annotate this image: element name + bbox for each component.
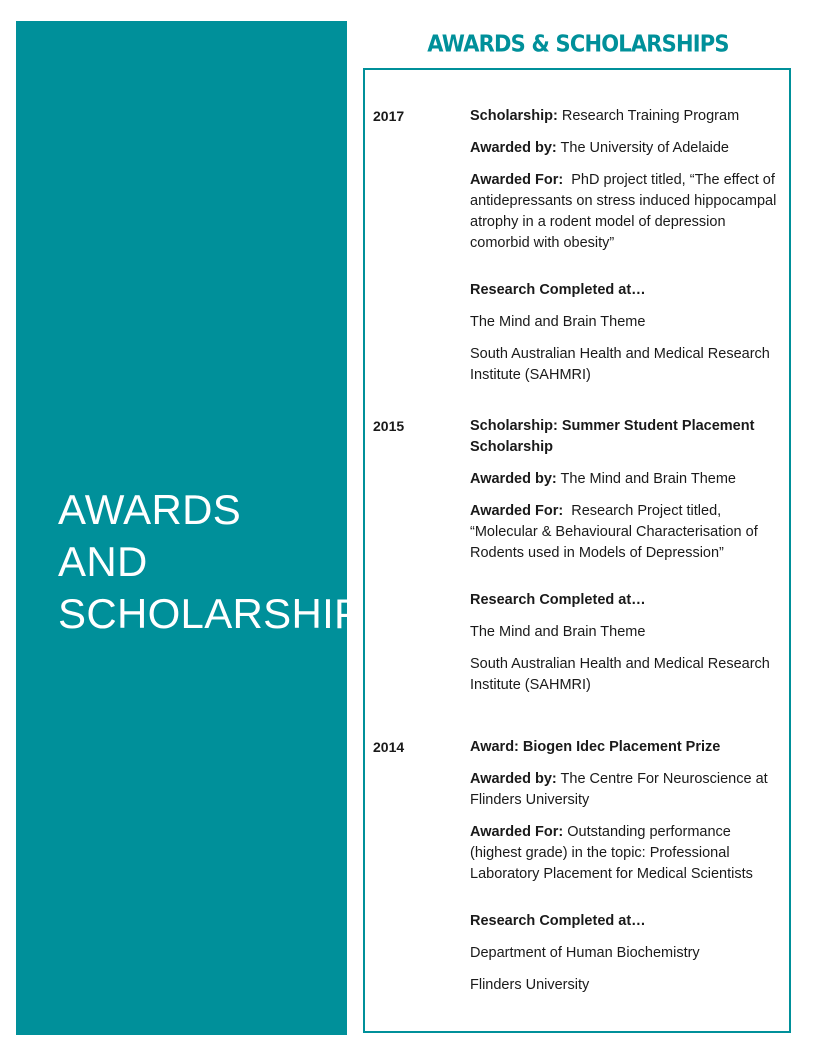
- research-completed-label: Research Completed at…: [470, 592, 646, 608]
- entry-type: [470, 416, 786, 458]
- entry-awarded-for: [470, 822, 786, 885]
- entry-awarded-by: [470, 138, 786, 159]
- entry-type: [470, 737, 786, 758]
- entry-type-value: Research Training Program: [561, 108, 740, 124]
- sidebar-panel: [16, 21, 363, 1035]
- awarded-for-value: Outstanding performance (highest grade) in the topic: Professional Laboratory Placement for Medical Scientists: [470, 824, 753, 882]
- entry-type-label: Award: Biogen Idec Placement Prize: [470, 739, 721, 755]
- research-location-1: The Mind and Brain Theme: [470, 624, 646, 640]
- sidebar-title: [58, 484, 363, 640]
- awarded-for-value: Research Project titled, “Molecular & Behavioural Characterisation of Rodents used in Models of Depression”: [470, 503, 758, 561]
- sidebar-title-line1: AWARDS AND: [58, 486, 242, 585]
- entry-type-label: Scholarship:: [470, 108, 558, 124]
- research-location-1: The Mind and Brain Theme: [470, 314, 646, 330]
- research-completed-label: Research Completed at…: [470, 282, 646, 298]
- awarded-by-label: Awarded by:: [470, 140, 557, 156]
- sidebar-title-line2: SCHOLARSHIP: [58, 590, 363, 637]
- award-entry: [470, 416, 786, 707]
- entry-year: 2014: [373, 739, 405, 755]
- awarded-by-value: The University of Adelaide: [560, 140, 729, 156]
- page-title: AWARDS & SCHOLARSHIPS: [427, 30, 729, 57]
- research-completed-heading: [470, 911, 786, 932]
- awarded-for-value: PhD project titled, “The effect of antidepressants on stress induced hippocampal atrophy in a rodent model of depression comorbid with obesity”: [470, 172, 777, 251]
- awarded-by-value: The Centre For Neuroscience at Flinders University: [470, 771, 768, 808]
- research-location-2: Flinders University: [470, 977, 590, 993]
- entry-year: 2017: [373, 108, 405, 124]
- award-entry: [470, 106, 786, 397]
- research-location-2: South Australian Health and Medical Research Institute (SAHMRI): [470, 346, 770, 383]
- research-completed-heading: [470, 280, 786, 301]
- awarded-for-label: Awarded For:: [470, 172, 564, 188]
- research-location-2: South Australian Health and Medical Research Institute (SAHMRI): [470, 656, 770, 693]
- awarded-by-label: Awarded by:: [470, 771, 557, 787]
- entry-awarded-for: [470, 501, 786, 564]
- entry-awarded-by: [470, 769, 786, 811]
- awarded-for-label: Awarded For:: [470, 503, 564, 519]
- awarded-for-label: Awarded For:: [470, 824, 564, 840]
- awarded-by-value: The Mind and Brain Theme: [560, 471, 736, 487]
- entry-awarded-for: [470, 170, 786, 254]
- entry-type: [470, 106, 786, 127]
- research-completed-heading: [470, 590, 786, 611]
- entry-year: 2015: [373, 418, 405, 434]
- award-entry: [470, 737, 786, 1007]
- entry-type-label: Scholarship: Summer Student Placement Scholarship: [470, 418, 755, 455]
- awarded-by-label: Awarded by:: [470, 471, 557, 487]
- research-location-1: Department of Human Biochemistry: [470, 945, 700, 961]
- entry-awarded-by: [470, 469, 786, 490]
- research-completed-label: Research Completed at…: [470, 913, 646, 929]
